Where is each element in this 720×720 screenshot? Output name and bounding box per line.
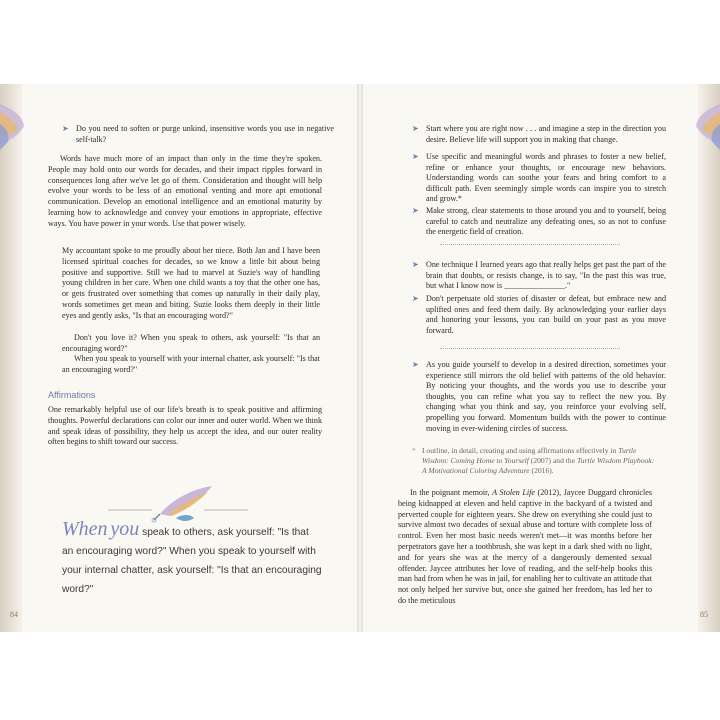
- section-divider-1: [440, 244, 620, 245]
- pull-quote-lead-2: you: [110, 518, 140, 540]
- left-page-edge: [0, 84, 22, 632]
- book-gutter: [357, 84, 363, 632]
- memoir-title: A Stolen Life: [492, 488, 535, 497]
- footnote-marker: *: [412, 446, 416, 455]
- pull-quote-lead-1: When: [62, 518, 108, 540]
- story-paragraph-1: My accountant spoke to me proudly about her niece. Both Jan and I have been licensed spiritual coaches for decades, so we know a little bit about being positive and supportive. Still we had to marvel at Suzie's way of handling young children in her care. When one child wants a toy that the other one has, or gets frustrated over something that comes up naturally in their daily play, words sometimes get mean and biting. Suzie looks them deeply in their little eyes and gently asks, "Is that an encouraging word?": [62, 246, 320, 320]
- corner-watercolor-art-right: [694, 100, 720, 156]
- bullet-text: One technique I learned years ago that really helps get past the part of the brain that doubts, or resists change, is to say, "In the past this was true, but what I know now is _______________.": [426, 260, 666, 291]
- bullet-text: Start where you are right now . . . and imagine a step in the direction you desire. Believe life will support you in making that change.: [426, 124, 666, 144]
- corner-watercolor-art-left: [0, 100, 26, 156]
- arrow-bullet-icon: ➤: [62, 124, 69, 133]
- bullet-text: Don't perpetuate old stories of disaster or defeat, but embrace new and uplifted ones and feed them daily. By acknowledging your earlier days and honoring your lessons, you can build on your past as you move forward.: [426, 294, 666, 335]
- bullet-text: Do you need to soften or purge unkind, insensitive words you use in negative self-talk?: [76, 124, 334, 144]
- section-divider-2: [440, 348, 620, 349]
- bullet-text: Make strong, clear statements to those around you and to yourself, being careful to catch and neutralize any defeating ones, so as not to confuse the energetic field of creation.: [426, 206, 666, 237]
- right-bullet-item-3: [412, 206, 666, 238]
- footnote-book-title-2: Turtle Wisdom Playbook: A Motivational Coloring Adventure: [422, 456, 655, 475]
- arrow-bullet-icon: ➤: [412, 124, 419, 133]
- right-bullet-item-2: [412, 152, 666, 205]
- arrow-bullet-icon: ➤: [412, 360, 419, 369]
- right-page-number: 85: [700, 610, 708, 619]
- bullet-text: As you guide yourself to develop in a desired direction, sometimes your experience still mirrors the old belief with patterns of the old behavior. By noticing your thoughts, and the words you use to describe your thoughts, you can refine what you say to reflect the new you. By changing what you think and say, you reinforce your evolving self, propelling you forward. Momentum builds with the power to continue moving in ever-widening circles of success.: [426, 360, 666, 433]
- pull-quote-text: speak to others, ask yourself: "Is that an encouraging word?" When you speak to yourself with your internal chatter, ask yourself: "Is that an encouraging word?": [62, 527, 322, 595]
- right-bullet-item-4: [412, 260, 666, 292]
- footnote-book-title-1: Turtle Wisdom: Coming Home to Yourself: [422, 446, 637, 465]
- bullet-text: Use specific and meaningful words and phrases to foster a new belief, refine or enhance your thoughts, or encourage new behaviors. Understanding words can soothe your fears and bring comfort to a difficult path. Even seemingly simple words can inspire you to stretch and grow.*: [426, 152, 666, 204]
- right-bullet-item-5: [412, 294, 666, 336]
- arrow-bullet-icon: ➤: [412, 294, 419, 303]
- story-paragraph-2: Don't you love it? When you speak to others, ask yourself: "Is that an encouraging word?": [62, 333, 320, 353]
- story-paragraph-3: When you speak to yourself with your internal chatter, ask yourself: "Is that an encouraging word?": [62, 354, 320, 374]
- left-body-paragraph: Words have much more of an impact than only in the time they're spoken. People may hold onto our words for decades, and their impact ripples forward in consequences long after we've let go of them. Consideration and thought will help evolve your words to be less of an emotional venting and more apt emotional communication. Develop an emotional intelligence and an emotional maturity by learning how to acknowledge and convey your emotions in appropriate, effective ways. You have power in your words. Use that power wisely.: [48, 154, 322, 228]
- book-spread: [0, 84, 720, 632]
- arrow-bullet-icon: ➤: [412, 206, 419, 215]
- right-bullet-item-6: [412, 360, 666, 434]
- footnote: * I outline, in detail, creating and using affirmations effectively in Turtle Wisdom: Coming Home to Yourself (2007) and the Turtle Wisdom Playbook: A Motivational Coloring Adventure (2016).: [412, 446, 655, 475]
- closing-paragraph: In the poignant memoir, A Stolen Life (2012), Jaycee Duggard chronicles being kidnapped at eleven and held captive in the backyard of a twisted and perverted couple for eighteen years. She drew on everything she could just to survive almost two decades of sexual abuse and torture with complete loss of control. Even her most basic needs weren't met—it was months before her perpetrators gave her a toothbrush, she was kept in a dark shed with no light, and for years she was at the mercy of a dangerously demented sexual offender. Jaycee attributes her love of reading, and the self-help books this man had from when he was in jail, for enabling her to cultivate an attitude that not only helped her survive but, once she gained her freedom, has led her to do the meticulous: [398, 488, 653, 605]
- arrow-bullet-icon: ➤: [412, 152, 419, 161]
- right-bullet-item-1: [412, 124, 666, 145]
- right-page-edge: [698, 84, 720, 632]
- affirmations-heading: Affirmations: [48, 390, 96, 400]
- left-page-number: 84: [10, 610, 18, 619]
- arrow-bullet-icon: ➤: [412, 260, 419, 269]
- left-bullet-item: [62, 124, 334, 145]
- affirmations-paragraph: One remarkably helpful use of our life's breath is to speak positive and affirming thoughts. Powerful declarations can color our inner and outer world. When we think and speak ideas of possibility, they help us accept the idea, and our outer reality often begins to shift toward our success.: [48, 405, 322, 447]
- pull-quote: [62, 520, 322, 599]
